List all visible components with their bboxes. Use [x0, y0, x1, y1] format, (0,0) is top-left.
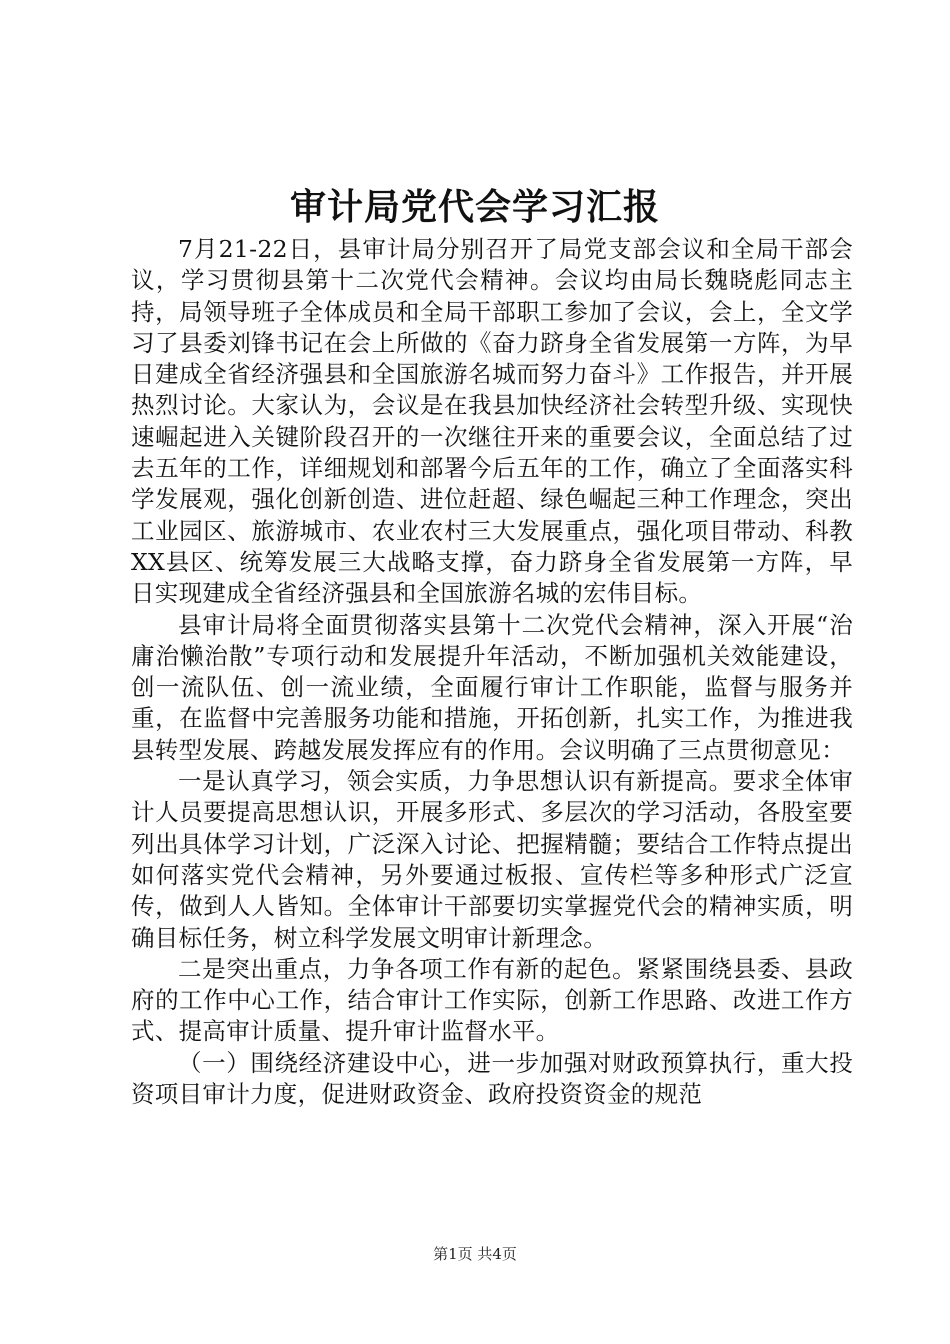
paragraph: （一）围绕经济建设中心，进一步加强对财政预算执行，重大投资项目审计力度，促进财政资金、政府投资资金的规范: [131, 1048, 853, 1109]
paragraph: 县审计局将全面贯彻落实县第十二次党代会精神，深入开展“治庸治懒治散”专项行动和发展提升年活动，不断加强机关效能建设，创一流队伍、创一流业绩，全面履行审计工作职能，监督与服务并重，在监督中完善服务功能和措施，开拓创新，扎实工作，为推进我县转型发展、跨越发展发挥应有的作用。会议明确了三点贯彻意见：: [131, 610, 853, 764]
paragraph: 7月21-22日，县审计局分别召开了局党支部会议和全局干部会议，学习贯彻县第十二次党代会精神。会议均由局长魏晓彪同志主持，局领导班子全体成员和全局干部职工参加了会议，会上，全文学习了县委刘锋书记在会上所做的《奋力跻身全省发展第一方阵，为早日建成全省经济强县和全国旅游名城而努力奋斗》工作报告，并开展热烈讨论。大家认为，会议是在我县加快经济社会转型升级、实现快速崛起进入关键阶段召开的一次继往开来的重要会议，全面总结了过去五年的工作，详细规划和部署今后五年的工作，确立了全面落实科学发展观，强化创新创造、进位赶超、绿色崛起三种工作理念，突出工业园区、旅游城市、农业农村三大发展重点，强化项目带动、科教XX县区、统筹发展三大战略支撑，奋力跻身全省发展第一方阵，早日实现建成全省经济强县和全国旅游名城的宏伟目标。: [131, 235, 853, 608]
paragraph: 一是认真学习，领会实质，力争思想认识有新提高。要求全体审计人员要提高思想认识，开展多形式、多层次的学习活动，各股室要列出具体学习计划，广泛深入讨论、把握精髓；要结合工作特点提出如何落实党代会精神，另外要通过板报、宣传栏等多种形式广泛宣传，做到人人皆知。全体审计干部要切实掌握党代会的精神实质，明确目标任务，树立科学发展文明审计新理念。: [131, 767, 853, 952]
document-body: [131, 234, 853, 1110]
page-title: 审计局党代会学习汇报: [289, 187, 660, 228]
paragraph: 二是突出重点，力争各项工作有新的起色。紧紧围绕县委、县政府的工作中心工作，结合审计工作实际，创新工作思路、改进工作方式、提高审计质量、提升审计监督水平。: [131, 954, 853, 1046]
page-number-footer: 第1页 共4页: [433, 1245, 517, 1263]
